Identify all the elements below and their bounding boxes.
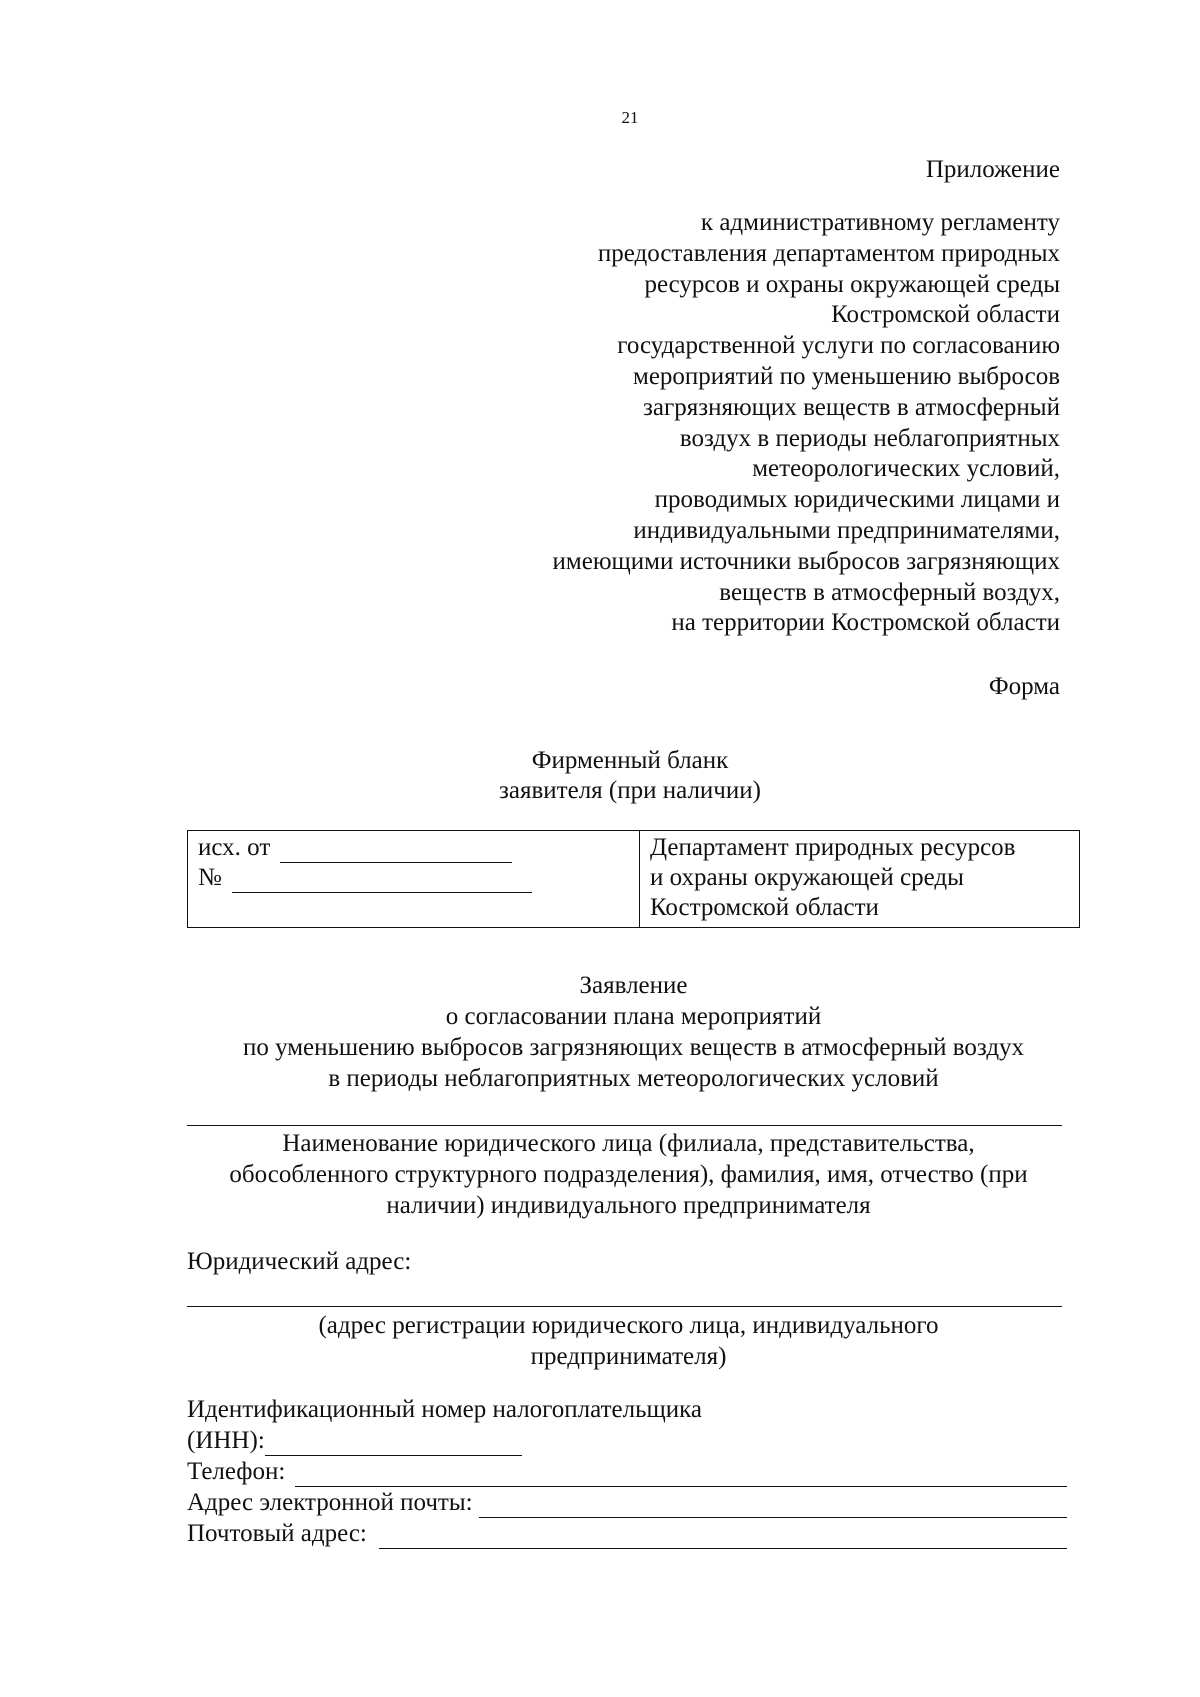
postal-address-field[interactable]	[379, 1526, 1067, 1549]
appendix-line: метеорологических условий,	[752, 455, 1060, 483]
header-table	[187, 830, 1080, 928]
appendix-line: государственной услуги по согласованию	[617, 332, 1060, 360]
postal-address-row	[187, 1518, 1067, 1549]
outgoing-number-label: №	[198, 864, 222, 891]
email-row	[187, 1487, 1067, 1518]
outgoing-date-row	[198, 833, 629, 863]
statement-line: в периоды неблагоприятных метеорологических условий	[328, 1065, 939, 1092]
legal-address-label: Юридический адрес:	[187, 1248, 412, 1275]
statement-title	[187, 970, 1080, 1094]
phone-field[interactable]	[295, 1464, 1067, 1487]
appendix-line: предоставления департаментом природных	[597, 239, 1060, 267]
phone-row	[187, 1456, 1067, 1487]
outgoing-date-label: исх. от	[198, 834, 271, 861]
appendix-line: к административному регламенту	[700, 209, 1060, 236]
form-label: Форма	[988, 673, 1060, 700]
appendix-line: загрязняющих веществ в атмосферный	[643, 393, 1060, 421]
email-label: Адрес электронной почты:	[187, 1489, 473, 1516]
appendix-line: имеющими источники выбросов загрязняющих	[552, 547, 1060, 575]
legal-address-caption	[187, 1310, 1070, 1372]
page-number: 21	[621, 108, 639, 127]
outgoing-reference-cell	[188, 831, 640, 927]
caption-line: обособленного структурного подразделения), фамилия, имя, отчество (при	[229, 1161, 1028, 1188]
inn-row	[187, 1425, 522, 1456]
appendix-line: воздух в периоды неблагоприятных	[679, 424, 1060, 452]
caption-line: наличии) индивидуального предпринимателя	[386, 1192, 871, 1219]
caption-line: Наименование юридического лица (филиала, представительства,	[282, 1130, 975, 1157]
appendix-reference	[553, 208, 1060, 639]
appendix-line: мероприятий по уменьшению выбросов	[633, 362, 1060, 390]
postal-address-label: Почтовый адрес:	[187, 1520, 367, 1547]
appendix-line: Костромской области	[831, 301, 1060, 329]
appendix-line: веществ в атмосферный воздух,	[719, 578, 1060, 606]
caption-line: (адрес регистрации юридического лица, индивидуального	[318, 1312, 939, 1339]
statement-line: Заявление	[579, 972, 688, 999]
applicant-name-caption	[187, 1128, 1070, 1221]
outgoing-number-row	[198, 863, 629, 893]
recipient-cell	[640, 831, 1079, 927]
applicant-name-field[interactable]	[187, 1125, 1062, 1126]
caption-line: предпринимателя)	[530, 1343, 727, 1370]
statement-line: о согласовании плана мероприятий	[445, 1003, 822, 1030]
letterhead-line: заявителя (при наличии)	[499, 777, 761, 804]
appendix-line: на территории Костромской области	[671, 609, 1060, 637]
appendix-line: индивидуальными предпринимателями,	[633, 516, 1060, 544]
appendix-title: Приложение	[925, 156, 1060, 183]
recipient-line: и охраны окружающей среды	[650, 864, 964, 891]
inn-field[interactable]	[265, 1433, 522, 1456]
outgoing-number-field[interactable]	[232, 870, 532, 893]
email-field[interactable]	[479, 1495, 1067, 1518]
inn-label: (ИНН):	[187, 1427, 265, 1454]
statement-line: по уменьшению выбросов загрязняющих веществ в атмосферный воздух	[242, 1034, 1025, 1061]
appendix-line: проводимых юридическими лицами и	[654, 486, 1060, 514]
letterhead-placeholder	[400, 746, 860, 806]
legal-address-field[interactable]	[187, 1306, 1062, 1307]
outgoing-date-field[interactable]	[280, 840, 512, 863]
letterhead-line: Фирменный бланк	[531, 747, 729, 774]
recipient-line: Костромской области	[650, 894, 879, 921]
inn-heading: Идентификационный номер налогоплательщика	[187, 1396, 703, 1423]
phone-label: Телефон:	[187, 1458, 286, 1485]
appendix-line: ресурсов и охраны окружающей среды	[644, 270, 1060, 298]
recipient-line: Департамент природных ресурсов	[650, 834, 1016, 861]
